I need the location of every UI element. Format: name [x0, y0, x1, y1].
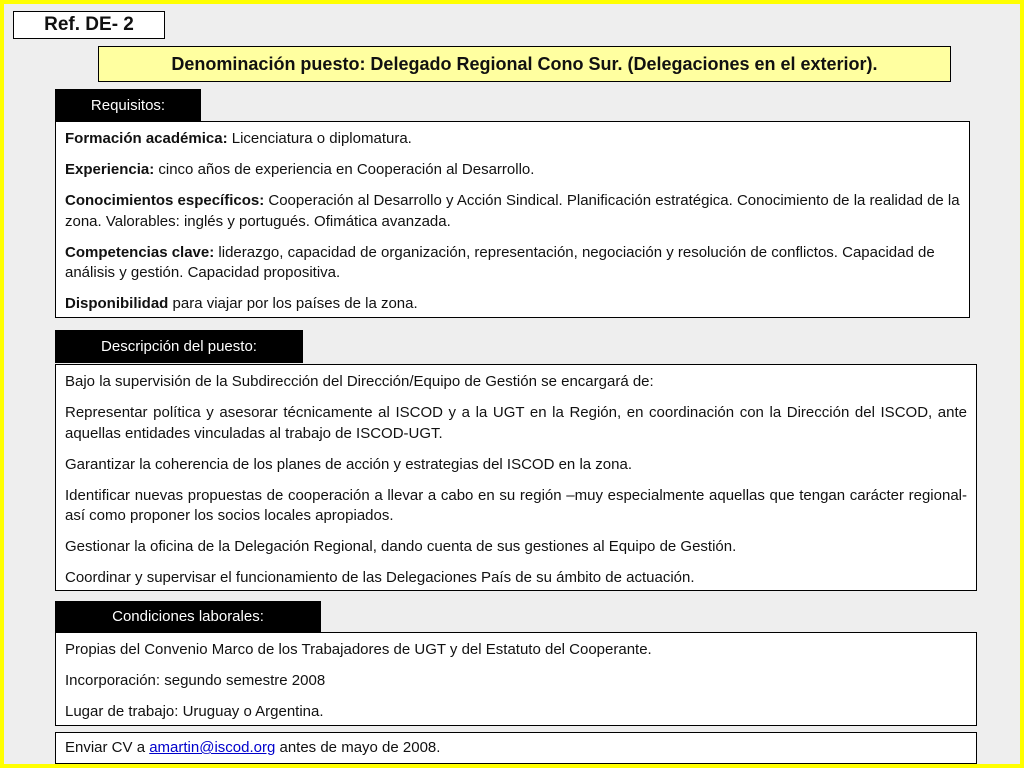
reference-code: Ref. DE- 2 — [13, 11, 165, 39]
condicion-item: Propias del Convenio Marco de los Trabajadores de UGT y del Estatuto del Cooperante. — [65, 641, 652, 658]
condiciones-header: Condiciones laborales: — [55, 601, 321, 632]
requisito-item — [65, 294, 960, 315]
requisito-text: liderazgo, capacidad de organización, representación, negociación y resolución de conflictos. Capacidad de análisis y gestión. Capacidad propositiva. — [65, 243, 935, 281]
requisitos-header: Requisitos: — [55, 89, 201, 121]
requisito-item — [65, 243, 960, 284]
requisito-item — [65, 191, 960, 232]
requisito-label: Formación académica: — [65, 130, 228, 147]
condicion-item: Lugar de trabajo: Uruguay o Argentina. — [65, 703, 324, 720]
descripcion-item: Garantizar la coherencia de los planes de acción y estrategias del ISCOD en la zona. — [65, 455, 632, 473]
requisito-label: Competencias clave: — [65, 243, 215, 261]
requisito-text: cinco años de experiencia en Cooperación al Desarrollo. — [154, 161, 535, 178]
condiciones-section — [55, 632, 977, 726]
send-cv-suffix: antes de mayo de 2008. — [275, 739, 441, 756]
requisito-text: Cooperación al Desarrollo y Acción Sindical. Planificación estratégica. Conocimiento de la realidad de la zona. Valorables: inglés y portugués. Ofimática avanzada. — [65, 192, 960, 230]
send-cv-prefix: Enviar CV a — [65, 739, 150, 756]
descripcion-item: Coordinar y supervisar el funcionamiento de las Delegaciones País de su ámbito de actuación. — [65, 569, 695, 586]
requisito-label: Experiencia: — [65, 161, 155, 178]
descripcion-header: Descripción del puesto: — [55, 330, 303, 363]
descripcion-item: Identificar nuevas propuestas de cooperación a llevar a cabo en su región –muy especialmente aquellas que tengan carácter regional- así como proponer los socios locales apropiados. — [65, 486, 967, 524]
requisito-text: para viajar por los países de la zona. — [168, 295, 418, 312]
condicion-item: Incorporación: segundo semestre 2008 — [65, 672, 326, 689]
email-link[interactable]: amartin@iscod.org — [149, 739, 276, 756]
requisito-item — [65, 129, 960, 150]
descripcion-item: Bajo la supervisión de la Subdirección del Dirección/Equipo de Gestión se encargará de: — [65, 373, 654, 390]
descripcion-item: Gestionar la oficina de la Delegación Regional, dando cuenta de sus gestiones al Equipo de Gestión. — [65, 538, 737, 555]
send-cv-section — [55, 732, 977, 764]
page-title: Denominación puesto: Delegado Regional Cono Sur. (Delegaciones en el exterior). — [98, 46, 951, 82]
requisito-item — [65, 160, 960, 181]
requisito-text: Licenciatura o diplomatura. — [227, 130, 412, 147]
descripcion-section — [55, 364, 977, 591]
descripcion-item: Representar política y asesorar técnicamente al ISCOD y a la UGT en la Región, en coordinación con la Dirección del ISCOD, ante aquellas entidades vinculadas al trabajo de ISCOD-UGT. — [65, 404, 967, 442]
requisito-label: Disponibilidad — [65, 295, 169, 312]
requisitos-section — [55, 121, 970, 318]
requisito-label: Conocimientos específicos: — [65, 192, 265, 209]
